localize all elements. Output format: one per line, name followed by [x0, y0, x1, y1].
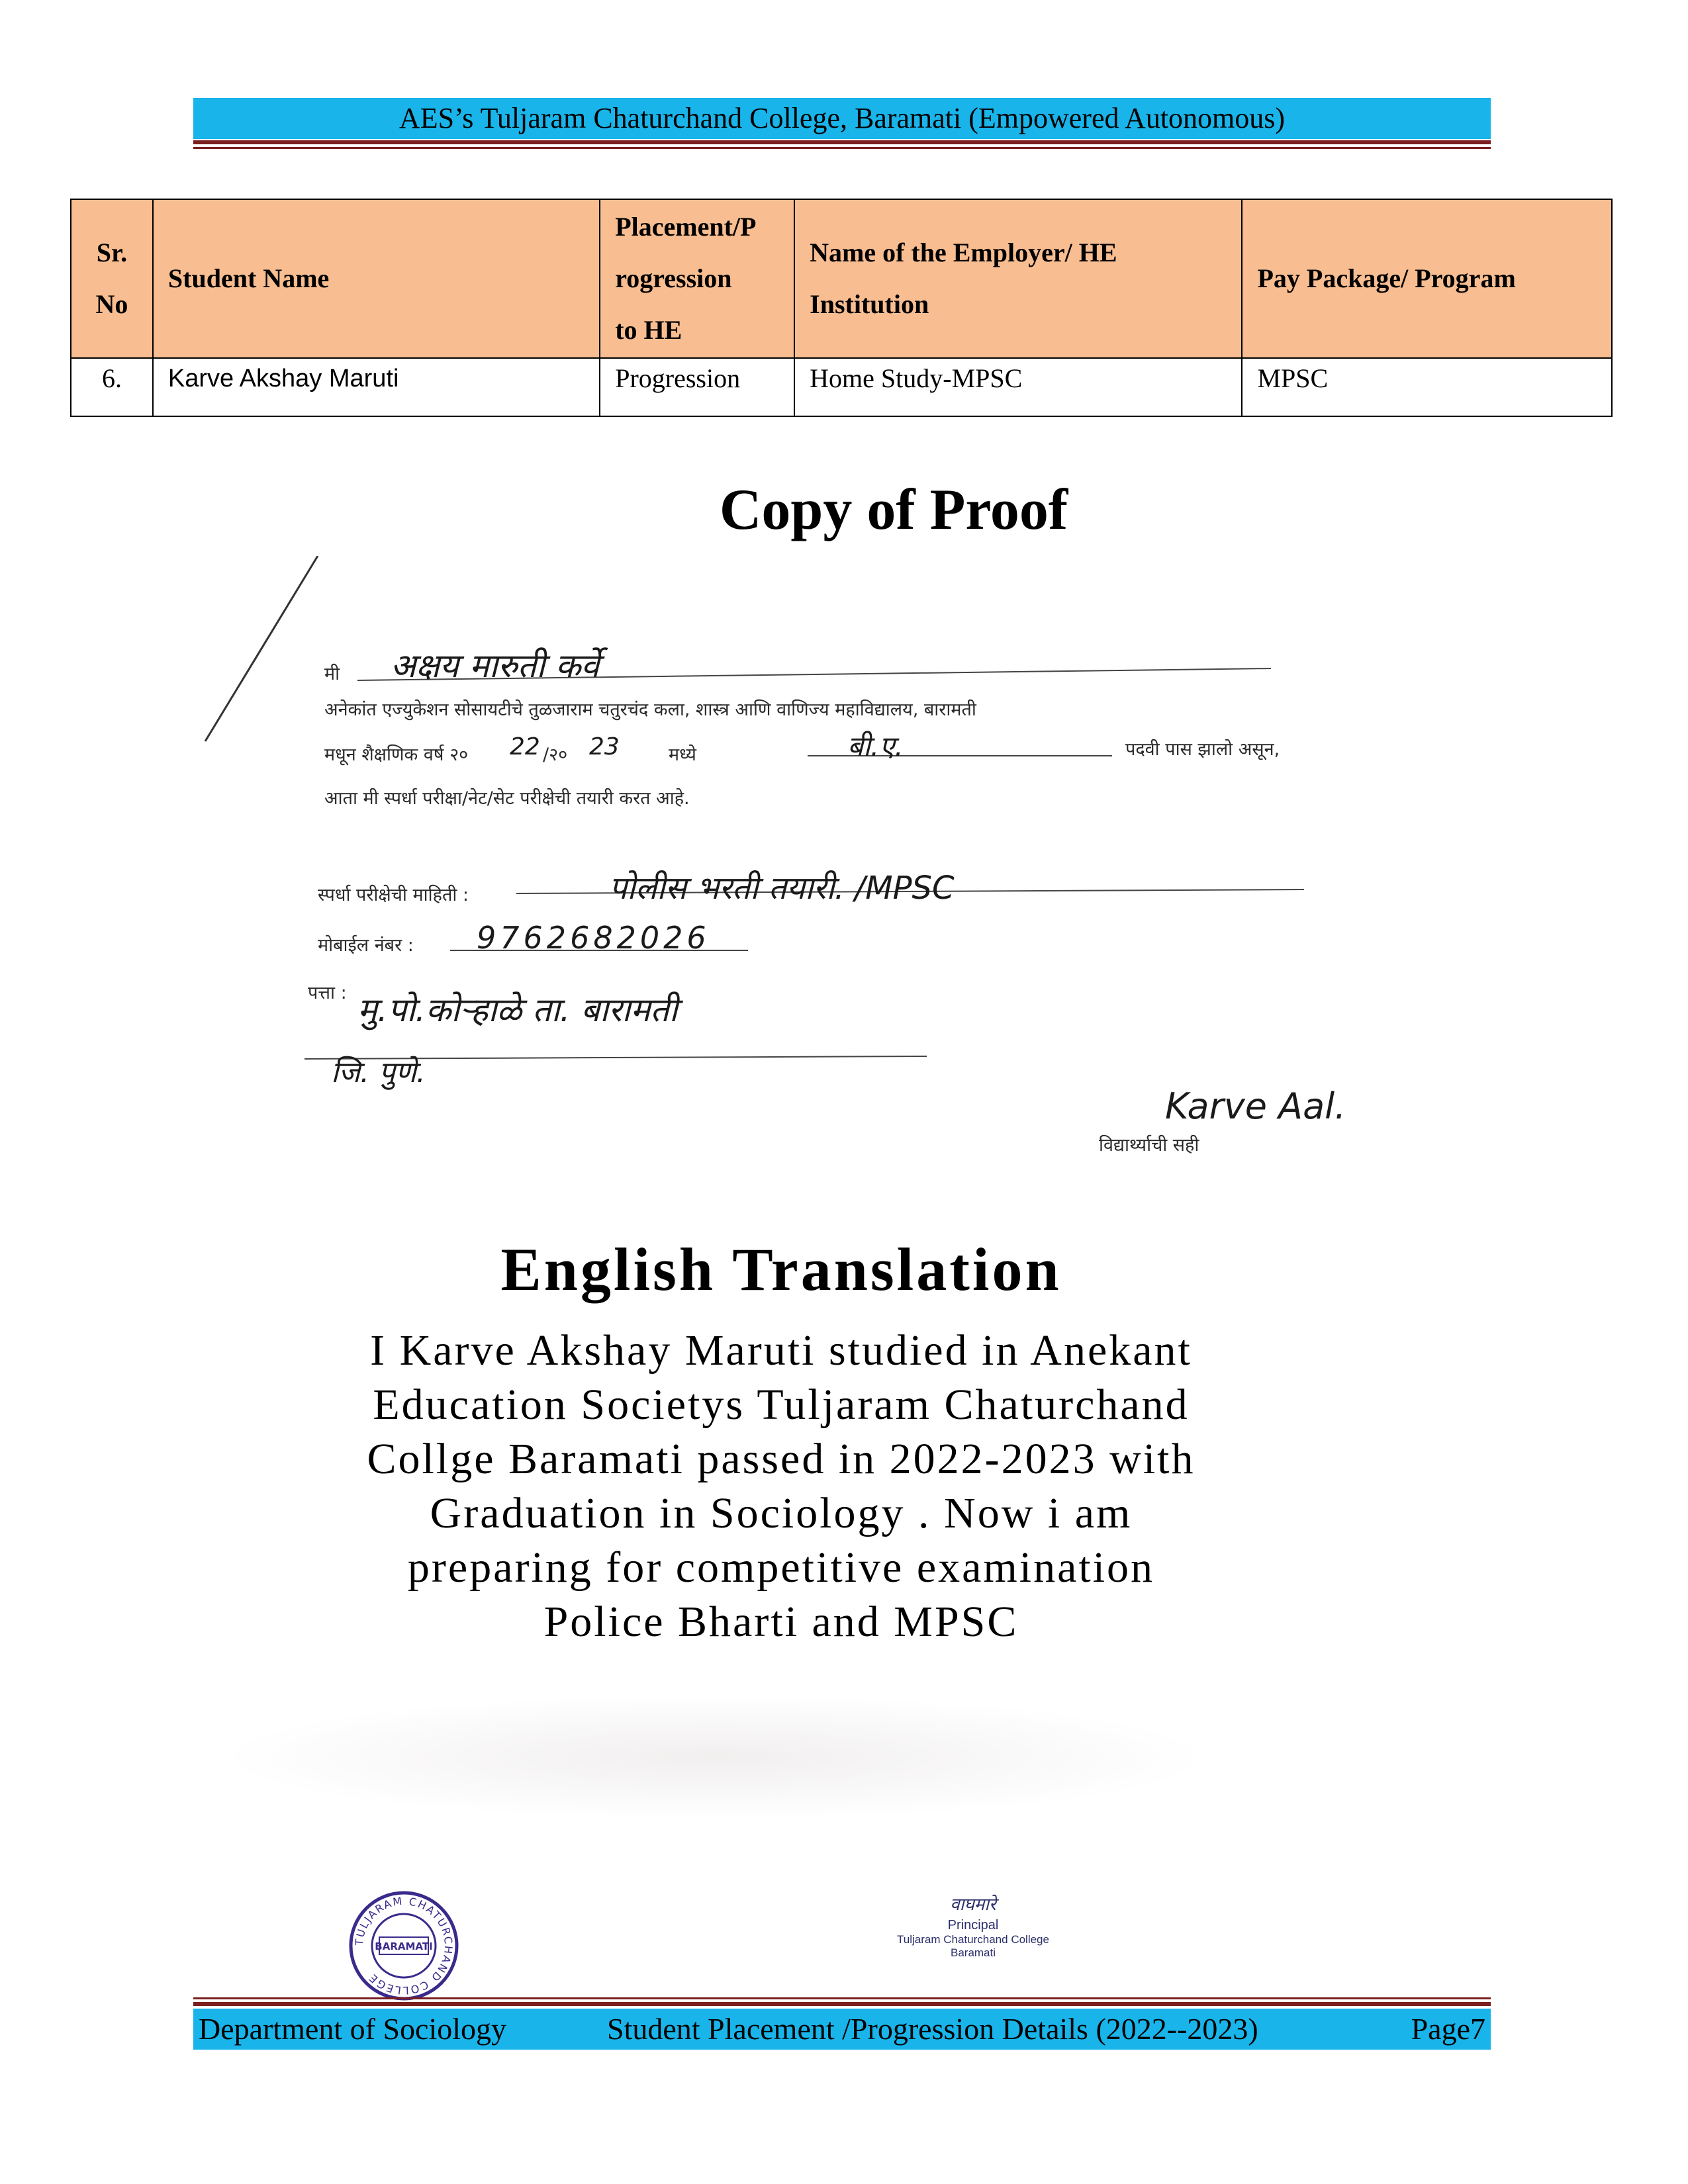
seal-center-text: BARAMATI	[375, 1940, 433, 1952]
header-sr-no-text: Sr. No	[95, 238, 128, 319]
table-header-row	[71, 199, 1612, 358]
principal-place: Baramati	[950, 1946, 996, 1959]
header-student-name-text: Student Name	[167, 263, 330, 293]
translation-title: English Translation	[500, 1236, 1062, 1303]
proof-scan	[199, 556, 1456, 1191]
signature-label: विद्यार्थ्याची सही	[1099, 1135, 1199, 1156]
principal-college: Tuljaram Chaturchand College	[897, 1933, 1049, 1946]
footer-center: Student Placement /Progression Details (2022--2023)	[607, 2012, 1258, 2046]
translation-line: Education Societys Tuljaram Chaturchand	[373, 1381, 1190, 1429]
header-rule	[193, 140, 1491, 144]
cell-sr-no: 6.	[71, 358, 153, 416]
header-placement-text: Placement/P rogression to HE	[615, 212, 757, 345]
principal-title: Principal	[947, 1918, 999, 1933]
header-pay-package	[1242, 199, 1612, 358]
form-line2: अनेकांत एज्युकेशन सोसायटीचे तुळजाराम चतुरचंद कला, शास्त्र आणि वाणिज्य महाविद्यालय, बारामती	[324, 700, 976, 720]
form-exam-value: पोलीस भरती तयारी. /MPSC	[609, 870, 955, 907]
translation-body	[159, 1324, 1403, 1649]
cell-employer: Home Study-MPSC	[794, 358, 1242, 416]
form-line1-label: मी	[324, 664, 340, 684]
translation-line: Graduation in Sociology . Now i am	[430, 1489, 1133, 1537]
header-sr-no	[71, 199, 153, 358]
form-year2: 23	[589, 733, 620, 760]
table-row	[71, 358, 1612, 416]
cell-pay-package: MPSC	[1242, 358, 1612, 416]
form-line3-midword: मध्ये	[669, 745, 696, 765]
header-employer	[794, 199, 1242, 358]
header-employer-text: Name of the Employer/ HE Institution	[810, 238, 1117, 319]
footer-department: Department of Sociology	[199, 2012, 507, 2046]
form-mobile-value: 9762682026	[477, 920, 710, 956]
form-exam-label: स्पर्धा परीक्षेची माहिती :	[318, 885, 469, 905]
form-address-line1: मु.पो.कोऱ्हाळे ता. बारामती	[357, 991, 678, 1029]
header-rule-thin	[193, 147, 1491, 149]
form-name-handwritten: अक्षय मारुती कर्वे	[391, 647, 600, 685]
scan-smudge	[218, 1694, 1211, 1820]
form-line4: आता मी स्पर्धा परीक्षा/नेट/सेट परीक्षेची तयारी करत आहे.	[324, 788, 690, 809]
header-placement	[600, 199, 794, 358]
header-title: AES’s Tuljaram Chaturchand College, Baramati (Empowered Autonomous)	[399, 102, 1286, 134]
translation-line: I Karve Akshay Maruti studied in Anekant	[370, 1326, 1192, 1375]
form-mobile-label: मोबाईल नंबर :	[318, 935, 414, 956]
header-pay-package-text: Pay Package/ Program	[1257, 263, 1516, 293]
footer-rule-thin	[193, 1997, 1491, 1999]
cell-student-name: Karve Akshay Maruti	[153, 358, 600, 416]
principal-stamp	[854, 1891, 1092, 1991]
translation-line: Collge Baramati passed in 2022-2023 with	[367, 1435, 1196, 1483]
student-signature: Karve Aal.	[1165, 1085, 1346, 1127]
principal-signature: वाघमारे	[950, 1894, 996, 1914]
form-degree: बी.ए.	[847, 730, 904, 762]
header-student-name	[153, 199, 600, 358]
proof-title: Copy of Proof	[719, 478, 1068, 542]
footer-rule	[193, 2002, 1491, 2006]
college-seal	[348, 1889, 460, 2002]
footer-page-number: Page7	[1411, 2012, 1485, 2046]
form-address-label: पत्ता :	[308, 983, 347, 1003]
form-address-line2: जि. पुणे.	[331, 1056, 426, 1089]
translation-line: preparing for competitive examination	[407, 1543, 1155, 1592]
form-year1: 22	[510, 733, 540, 760]
page-footer	[193, 2009, 1491, 2050]
placement-table	[70, 199, 1613, 417]
page-header	[193, 98, 1491, 139]
seal-ring-text: TULJARAM CHATURCHAND COLLEGE	[352, 1894, 455, 1997]
cell-placement: Progression	[600, 358, 794, 416]
form-line3-prefix: मधून शैक्षणिक वर्ष २०	[324, 745, 469, 765]
form-line3-mid: /२०	[543, 745, 568, 765]
translation-line: Police Bharti and MPSC	[543, 1598, 1019, 1646]
form-line3-suffix: पदवी पास झालो असून,	[1125, 739, 1280, 760]
